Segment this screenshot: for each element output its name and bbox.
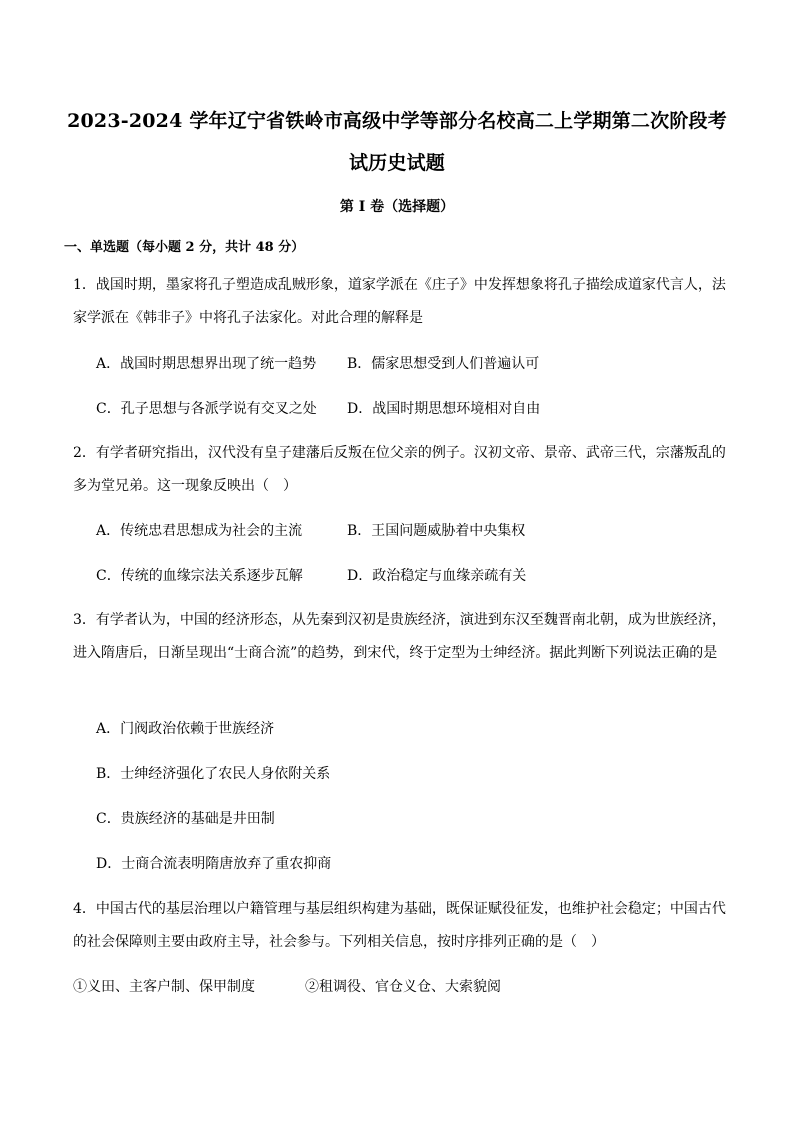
question-2-stem: 2．有学者研究指出，汉代没有皇子建藩后反叛在位父亲的例子。汉初文帝、景帝、武帝三代，宗藩叛乱的多为堂兄弟。这一现象反映出（ ） [73, 445, 726, 494]
question-2-option-a: A．传统忠君思想成为社会的主流 [96, 523, 303, 539]
question-3-option-c: C．贵族经济的基础是井田制 [96, 811, 275, 827]
question-4-item-1: ①义田、主客户制、保甲制度 [73, 979, 255, 995]
question-1-option-b: B．儒家思想受到人们普遍认可 [347, 356, 540, 372]
part-heading: 一、单选题（每小题 2 分，共计 48 分） [64, 240, 305, 255]
question-3-option-b: B．士绅经济强化了农民人身依附关系 [96, 766, 331, 782]
question-1-option-a: A．战国时期思想界出现了统一趋势 [96, 356, 317, 372]
question-3-option-d: D．士商合流表明隋唐放弃了重农抑商 [96, 856, 332, 872]
question-2-option-d: D．政治稳定与血缘亲疏有关 [347, 568, 527, 584]
question-2-option-c: C．传统的血缘宗法关系逐步瓦解 [96, 568, 303, 584]
question-1-option-d: D．战国时期思想环境相对自由 [347, 401, 541, 417]
section-heading: 第 I 卷（选择题） [339, 199, 455, 215]
question-4-stem: 4．中国古代的基层治理以户籍管理与基层组织构建为基础，既保证赋役征发，也维护社会稳定；中国古代的社会保障则主要由政府主导，社会参与。下列相关信息，按时序排列正确的是（ ） [73, 901, 726, 950]
question-3-stem: 3．有学者认为，中国的经济形态，从先秦到汉初是贵族经济，演进到东汉至魏晋南北朝，成为世族经济，进入隋唐后，日渐呈现出“士商合流”的趋势，到宋代，终于定型为士绅经济。据此判断下列说法正确的是 [73, 612, 726, 661]
question-4-item-2: ②租调役、官仓义仓、大索貌阅 [305, 979, 501, 995]
question-2-option-b: B．王国问题威胁着中央集权 [347, 523, 526, 539]
question-1-stem: 1．战国时期，墨家将孔子塑造成乱贼形象，道家学派在《庄子》中发挥想象将孔子描绘成道家代言人，法家学派在《韩非子》中将孔子法家化。对此合理的解释是 [73, 277, 726, 326]
exam-title-line1: 2023-2024 学年辽宁省铁岭市高级中学等部分名校高二上学期第二次阶段考 [67, 110, 727, 132]
exam-title-line2: 试历史试题 [348, 152, 445, 174]
question-3-option-a: A．门阀政治依赖于世族经济 [96, 721, 275, 737]
question-1-option-c: C．孔子思想与各派学说有交叉之处 [96, 401, 317, 417]
